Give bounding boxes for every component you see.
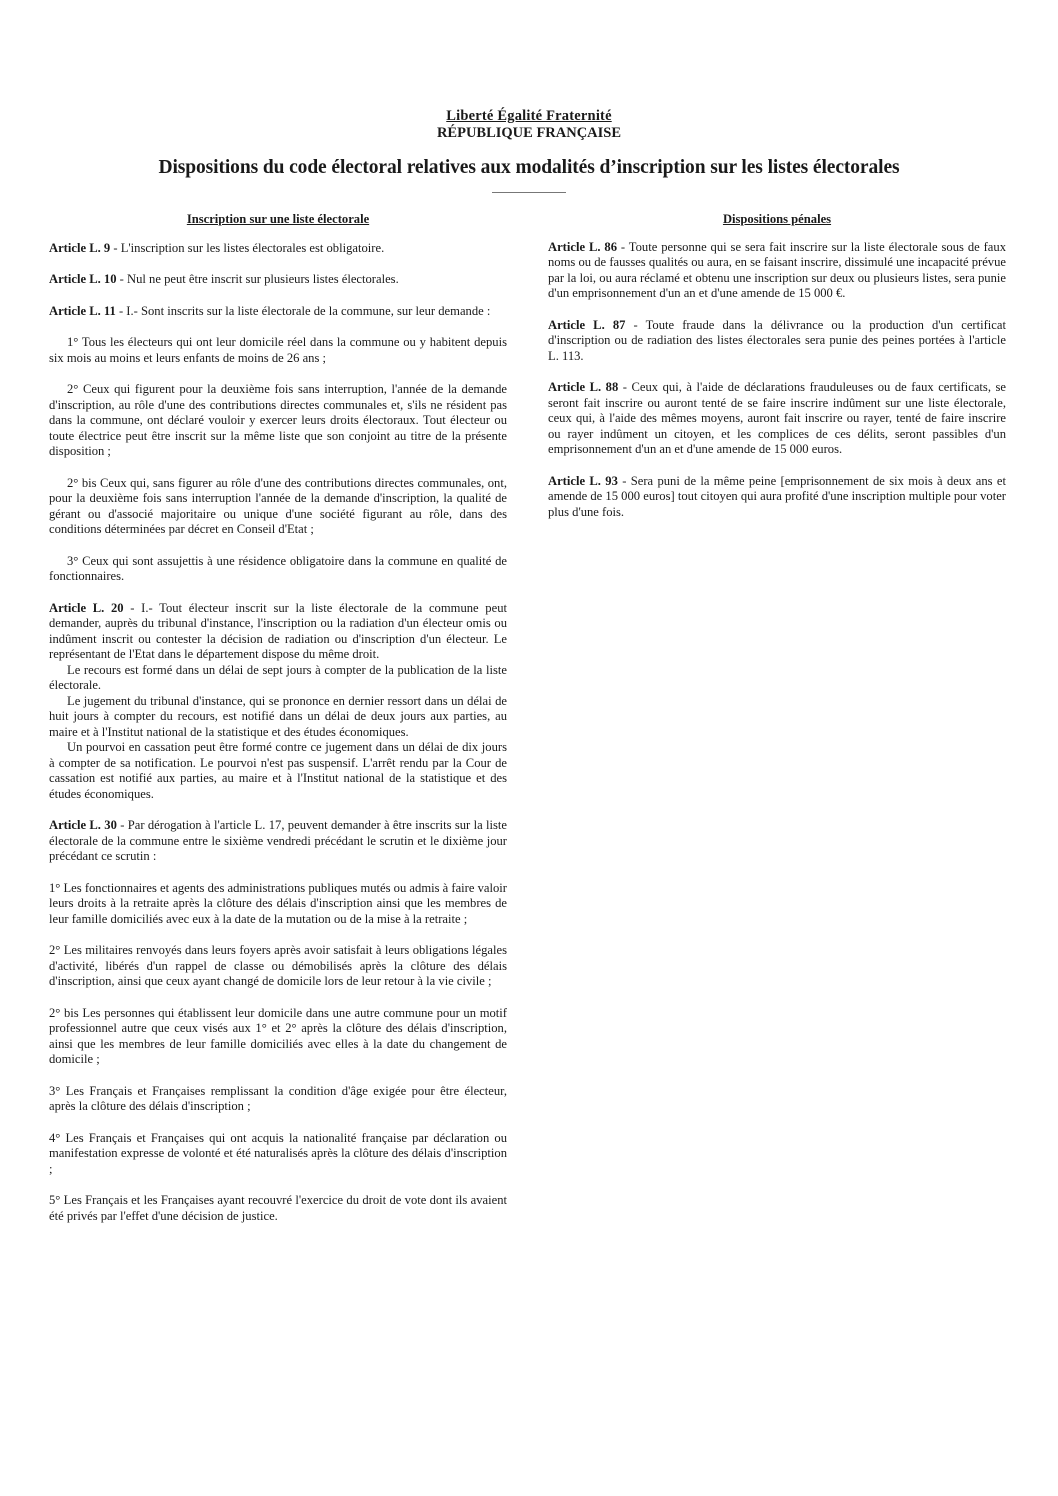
- right-column: [548, 212, 1006, 536]
- left-column: [49, 212, 507, 1240]
- article-l10: [49, 272, 507, 288]
- republic-motto: Liberté Égalité Fraternité: [446, 108, 612, 124]
- article-text: - Ceux qui, à l'aide de déclarations frauduleuses ou de faux certificats, se seront fait inscrire ou auront tenté de se faire inscrire indûment sur une liste électorale, ceux qui, à l'aide des mêmes moyens, auront fait inscrire ou rayer, tenté de faire inscrire ou rayer indûment un citoyen, et les complices de ces délits, seront passibles d'un emprisonnement d'un an et d'une amende de 15 000 euros.: [548, 380, 1007, 456]
- republic-name: RÉPUBLIQUE FRANÇAISE: [436, 125, 622, 141]
- article-label: Article L. 11: [49, 303, 116, 318]
- article-l11-item-2: 2° Ceux qui figurent pour la deuxième fois sans interruption, l'année de la demande d'inscription, au rôle d'une des contributions directes communales et, s'ils ne résident pas dans la commune, ont déclaré vouloir y exercer leurs droits électoraux. Tout électeur ou toute électrice peut être inscrit sur la même liste que son conjoint au titre de la présente disposition ;: [49, 382, 507, 458]
- article-l30-item-1: 1° Les fonctionnaires et agents des administrations publiques mutés ou admis à faire valoir leurs droits à la retraite après la clôture des délais d'inscription ainsi que les membres de leur famille domiciliés avec eux à la date de la mutation ou de la mise à la retraite ;: [49, 880, 507, 926]
- article-label: Article L. 93: [548, 473, 618, 488]
- article-l9: [49, 241, 507, 257]
- article-l11-item-1: 1° Tous les électeurs qui ont leur domicile réel dans la commune ou y habitent depuis six mois au moins et leurs enfants de moins de 26 ans ;: [49, 335, 507, 365]
- article-l88: [548, 380, 1006, 458]
- article-text: - I.- Sont inscrits sur la liste électorale de la commune, sur leur demande :: [115, 303, 491, 318]
- article-l30-item-2bis: 2° bis Les personnes qui établissent leur domicile dans une autre commune pour un motif professionnel autre que ceux visés aux 1° et 2° après la clôture des délais d'inscription, ainsi que les membres de leur famille domiciliés avec elles à la date du changement de domicile ;: [49, 1005, 507, 1066]
- article-l20-para-1: Le recours est formé dans un délai de sept jours à compter de la publication de la liste électorale.: [49, 662, 507, 692]
- article-label: Article L. 30: [49, 818, 117, 832]
- document-title: Dispositions du code électoral relatives aux modalités d’inscription sur les listes électorales: [158, 157, 900, 178]
- article-l86: [548, 240, 1006, 302]
- article-l87: [548, 318, 1006, 365]
- article-text: - Toute personne qui se sera fait inscrire sur la liste électorale sous de faux noms ou de fausses qualités ou aura, en se faisant inscrire, dissimulé une incapacité prévue par la loi, ou aura réclamé et obtenu une inscription sur deux ou plusieurs listes, sera punie d'un emprisonnement d'un an et d'une amende de 15 000 €.: [548, 239, 1006, 300]
- article-text: - I.- Tout électeur inscrit sur la liste électorale de la commune peut demander, auprès du tribunal d'instance, l'inscription ou la radiation d'un électeur omis ou indûment inscrit ou contester la décision de radiation ou d'inscription d'un électeur. Le représentant de l'Etat dans le département dispose du même droit.: [49, 600, 507, 661]
- section-heading-penal: Dispositions pénales: [722, 212, 832, 226]
- article-l20-para-2: Le jugement du tribunal d'instance, qui se prononce en dernier ressort dans un délai de huit jours à compter du recours, est notifié dans un délai de deux jours aux parties, au maire et à l'Institut national de la statistique et des études économiques.: [49, 693, 507, 739]
- article-l30-item-5: 5° Les Français et les Françaises ayant recouvré l'exercice du droit de vote dont ils avaient été privés par l'effet d'une décision de justice.: [49, 1193, 507, 1223]
- article-text: - Sera puni de la même peine [emprisonnement de six mois à deux ans et amende de 15 000 euros] tout citoyen qui aura profité d'une inscription multiple pour voter plus d'une fois.: [548, 473, 1006, 519]
- article-l30-item-4: 4° Les Français et Françaises qui ont acquis la nationalité française par déclaration ou manifestation expresse de volonté et été naturalisés après la clôture des délais d'inscription ;: [49, 1130, 507, 1176]
- article-label: Article L. 87: [548, 317, 626, 332]
- article-label: Article L. 88: [548, 380, 619, 394]
- article-l93: [548, 474, 1006, 521]
- article-l30-item-2: 2° Les militaires renvoyés dans leurs foyers après avoir satisfait à leurs obligations légales d'activité, libérés d'un rappel de classe ou démobilisés après la clôture des délais d'inscription, ainsi que ceux ayant changé de domicile lors de leur retour à la vie civile ;: [49, 943, 507, 988]
- article-text: - Par dérogation à l'article L. 17, peuvent demander à être inscrits sur la liste électorale de la commune entre le sixième vendredi précédant le scrutin et le dixième jour précédant ce scrutin :: [49, 818, 507, 863]
- article-l30: [49, 818, 507, 865]
- article-l30-item-3: 3° Les Français et Françaises remplissant la condition d'âge exigée pour être électeur, après la clôture des délais d'inscription ;: [49, 1083, 507, 1113]
- article-l11-item-3: 3° Ceux qui sont assujettis à une résidence obligatoire dans la commune en qualité de fonctionnaires.: [49, 553, 507, 583]
- article-text: - Toute fraude dans la délivrance ou la production d'un certificat d'inscription ou de radiation des listes électorales sera punie des peines portées à l'article L. 113.: [548, 317, 1006, 363]
- article-l11-item-2bis: 2° bis Ceux qui, sans figurer au rôle d'une des contributions directes communales, ont, pour la deuxième fois sans interruption l'année de la demande d'inscription, la qualité de gérant ou d'associé majoritaire ou unique d'une société figurant au rôle, dans des conditions déterminées par décret en Conseil d'Etat ;: [49, 475, 507, 536]
- article-l11: [49, 304, 507, 320]
- section-heading-inscription: Inscription sur une liste électorale: [186, 212, 370, 226]
- article-label: Article L. 10: [49, 272, 117, 286]
- article-text: - L'inscription sur les listes électorales est obligatoire.: [110, 240, 385, 255]
- title-divider: [492, 192, 566, 193]
- article-label: Article L. 9: [49, 240, 111, 255]
- article-l20-para-3: Un pourvoi en cassation peut être formé contre ce jugement dans un délai de dix jours à compter de sa notification. Le pourvoi n'est pas suspensif. L'arrêt rendu par la Cour de cassation est notifié aux parties, au maire et à l'Institut national de la statistique et des études économiques.: [49, 740, 507, 801]
- article-label: Article L. 86: [548, 239, 618, 254]
- article-label: Article L. 20: [49, 600, 124, 615]
- article-text: - Nul ne peut être inscrit sur plusieurs listes électorales.: [116, 272, 399, 286]
- document-header: [0, 108, 1058, 193]
- article-l20: [49, 601, 507, 663]
